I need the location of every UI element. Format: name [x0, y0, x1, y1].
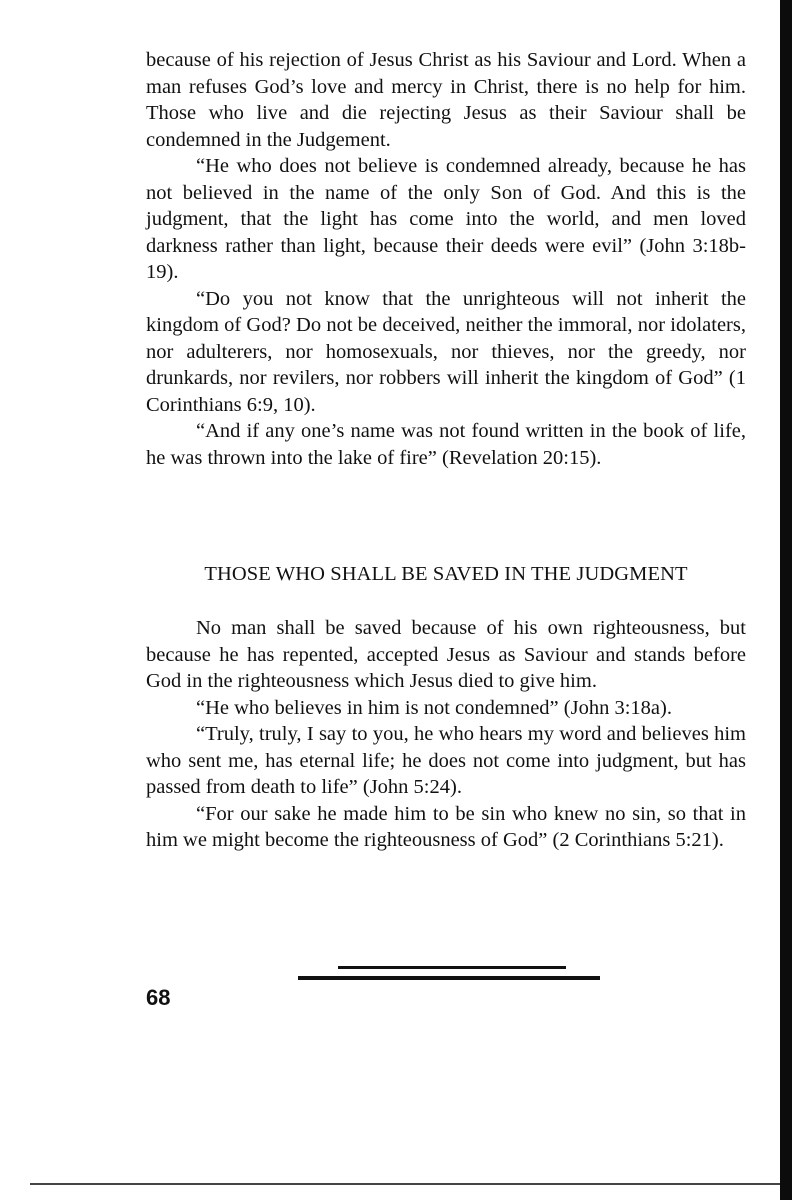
paragraph-rejection: because of his rejection of Jesus Christ as his Saviour and Lord. When a man refuses God’s love and mercy in Christ, there is no help for him. Those who live and die rejecting Jesus as their Saviour shall be condemned in the Judgement.: [146, 49, 746, 151]
section-heading: THOSE WHO SHALL BE SAVED IN THE JUDGMENT: [204, 563, 688, 585]
quote-john-3-18a: “He who believes in him is not condemned” (John 3:18a).: [196, 696, 672, 719]
quote-2-corinthians-5-21: “For our sake he made him to be sin who knew no sin, so that in him we might become the righteousness of God” (2 Corinthians 5:21).: [146, 802, 746, 851]
page-bottom-edge: [30, 1183, 780, 1185]
quote-1-corinthians-6-9-10: “Do you not know that the unrighteous will not inherit the kingdom of God? Do not be deceived, neither the immoral, nor idolaters, nor adulterers, nor homosexuals, nor thieves, nor the greedy, nor drunkards, nor revilers, nor robbers will inherit the kingdom of God” (1 Corinthians 6:9, 10).: [146, 287, 746, 416]
lower-text-block: [146, 615, 746, 854]
quote-revelation-20-15: “And if any one’s name was not found written in the book of life, he was thrown into the lake of fire” (Revelation 20:15).: [146, 420, 746, 469]
upper-text-block: [146, 47, 746, 471]
page-edge-shadow: [780, 0, 792, 1200]
end-rule-long: [298, 976, 600, 980]
page-number: 68: [146, 985, 171, 1010]
end-rule-short: [338, 966, 566, 969]
quote-john-5-24: “Truly, truly, I say to you, he who hears my word and believes him who sent me, has eternal life; he does not come into judgment, but has passed from death to life” (John 5:24).: [146, 723, 746, 798]
quote-john-3-18b-19: “He who does not believe is condemned already, because he has not believed in the name of the only Son of God. And this is the judgment, that the light has come into the world, and men loved darkness rather than light, because their deeds were evil” (John 3:18b-19).: [146, 155, 746, 283]
paragraph-salvation: No man shall be saved because of his own righteousness, but because he has repented, accepted Jesus as Saviour and stands before God in the righteousness which Jesus died to give him.: [146, 617, 746, 692]
